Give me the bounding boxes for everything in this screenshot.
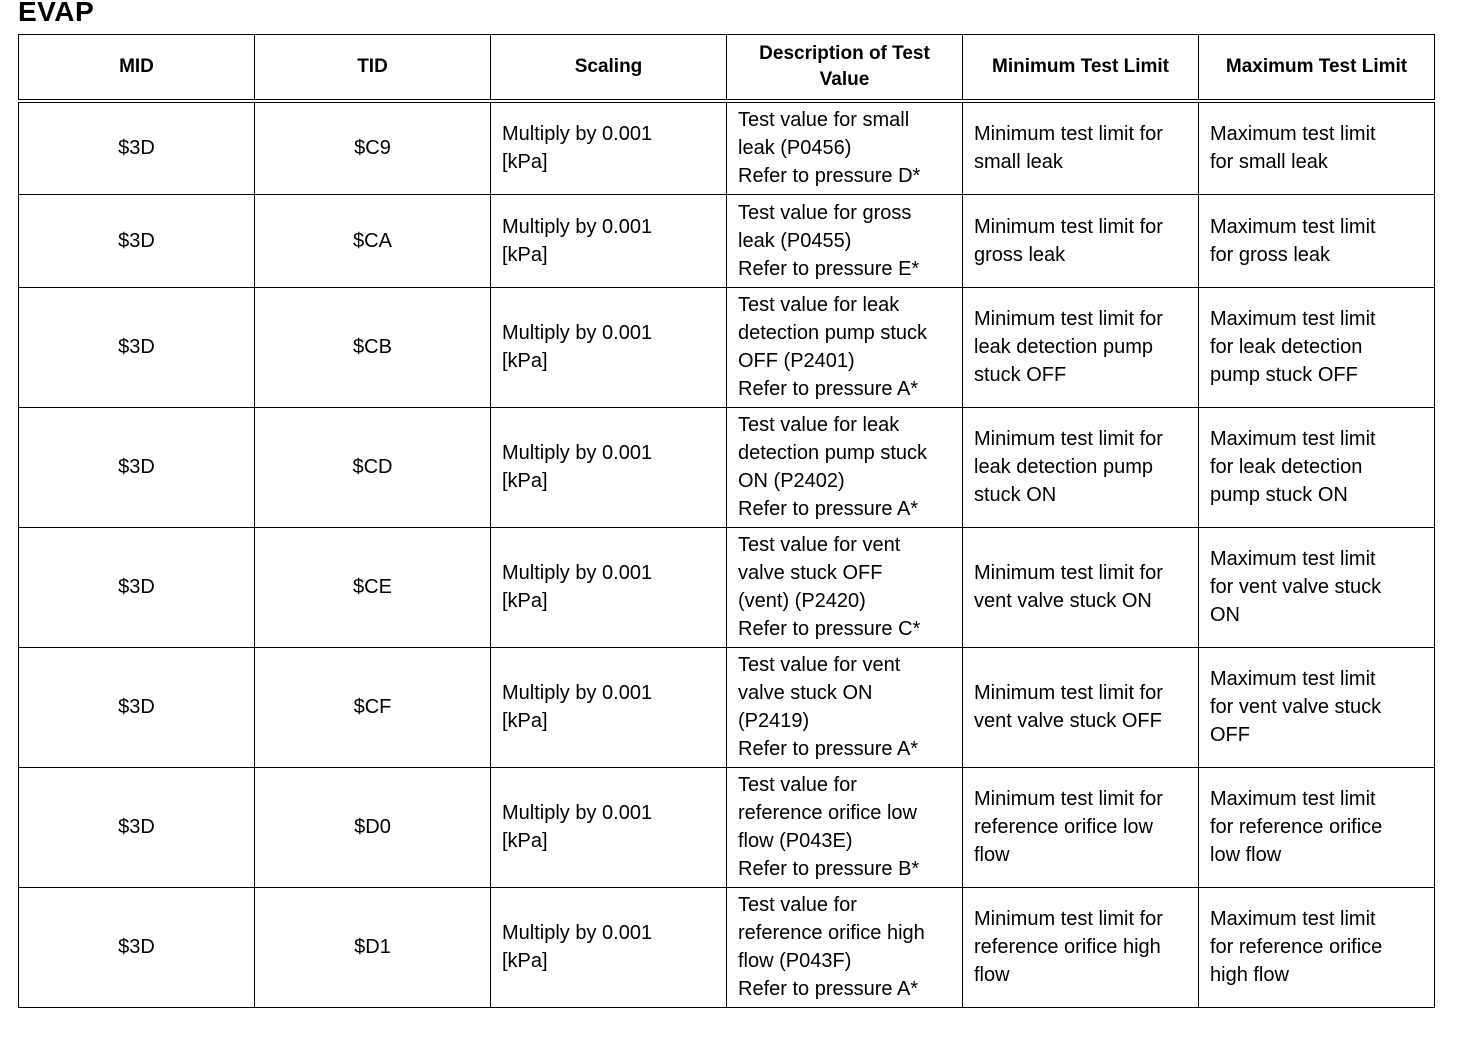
scaling-line: [kPa] [502,470,548,492]
min-limit-line: vent valve stuck OFF [974,710,1162,732]
description-cell [727,101,963,194]
min-limit-cell [963,287,1199,407]
max-limit-line: high flow [1210,964,1289,986]
max-limit-line: pump stuck ON [1210,484,1348,506]
description-line: Test value for gross [738,201,912,224]
description-line: Test value for vent [738,654,901,676]
min-limit-line: vent valve stuck ON [974,590,1152,612]
description-line: (P2419) [738,710,810,732]
min-limit-line: Minimum test limit for [974,562,1163,584]
scaling-line: Multiply by 0.001 [502,802,653,824]
description-line: reference orifice high [738,922,925,944]
max-limit-line: Maximum test limit [1210,668,1376,690]
table-row [19,887,1435,1007]
table-row [19,407,1435,527]
description-cell [727,194,963,287]
max-limit-cell [1199,407,1435,527]
max-limit-line: for small leak [1210,151,1328,174]
scaling-line: Multiply by 0.001 [502,442,653,464]
mid-cell: $3D [19,647,255,767]
min-limit-cell [963,194,1199,287]
scaling-cell [491,527,727,647]
tid-cell: $CE [255,527,491,647]
max-limit-line: ON [1210,604,1240,626]
description-line: OFF (P2401) [738,350,855,372]
description-line: Refer to pressure A* [738,978,919,1000]
description-line: Test value for leak [738,294,900,316]
min-limit-line: Minimum test limit for [974,788,1163,810]
description-line: Refer to pressure D* [738,165,921,188]
max-limit-cell [1199,767,1435,887]
max-limit-line: for reference orifice [1210,816,1383,838]
description-line: reference orifice low [738,802,917,824]
scaling-line: [kPa] [502,590,548,612]
max-limit-cell [1199,194,1435,287]
min-limit-line: stuck ON [974,484,1057,506]
description-line: valve stuck ON [738,682,873,704]
min-limit-line: stuck OFF [974,364,1067,386]
max-limit-line: for gross leak [1210,243,1331,266]
description-cell [727,647,963,767]
min-limit-cell [963,407,1199,527]
description-line: Refer to pressure C* [738,618,921,640]
description-line: leak (P0455) [738,229,852,252]
scaling-line: Multiply by 0.001 [502,215,653,238]
mid-cell: $3D [19,287,255,407]
tid-cell: $D1 [255,887,491,1007]
description-cell [727,887,963,1007]
max-limit-cell [1199,887,1435,1007]
max-limit-cell [1199,527,1435,647]
scaling-line: [kPa] [502,950,548,972]
scaling-cell [491,287,727,407]
tid-cell: $CB [255,287,491,407]
header-tid: TID [255,35,491,102]
tid-cell: $CA [255,194,491,287]
description-cell [727,527,963,647]
max-limit-line: for reference orifice [1210,936,1383,958]
scaling-line: [kPa] [502,710,548,732]
scaling-cell [491,647,727,767]
tid-cell: $C9 [255,101,491,194]
description-line: ON (P2402) [738,470,845,492]
max-limit-line: OFF [1210,724,1250,746]
max-limit-line: Maximum test limit [1210,788,1376,810]
mid-cell: $3D [19,527,255,647]
mid-cell: $3D [19,194,255,287]
table-row [19,287,1435,407]
table-row [19,194,1435,287]
max-limit-cell [1199,101,1435,194]
mid-cell: $3D [19,407,255,527]
scaling-line: Multiply by 0.001 [502,322,653,344]
description-cell [727,287,963,407]
header-max-limit: Maximum Test Limit [1199,35,1435,102]
min-limit-line: Minimum test limit for [974,428,1163,450]
page-title: EVAP [18,0,95,27]
description-line: valve stuck OFF [738,562,883,584]
mid-cell: $3D [19,101,255,194]
scaling-cell [491,767,727,887]
min-limit-line: leak detection pump [974,456,1154,478]
scaling-line: Multiply by 0.001 [502,922,653,944]
description-line: Refer to pressure A* [738,498,919,520]
max-limit-line: Maximum test limit [1210,215,1376,238]
table-row [19,101,1435,194]
tid-cell: $CF [255,647,491,767]
description-line: detection pump stuck [738,322,927,344]
tid-cell: $D0 [255,767,491,887]
max-limit-line: for vent valve stuck [1210,696,1382,718]
description-line: detection pump stuck [738,442,927,464]
min-limit-cell [963,527,1199,647]
description-line: flow (P043E) [738,830,853,852]
scaling-line: Multiply by 0.001 [502,123,653,146]
min-limit-line: Minimum test limit for [974,123,1163,146]
min-limit-line: Minimum test limit for [974,308,1163,330]
min-limit-cell [963,887,1199,1007]
max-limit-line: for leak detection [1210,456,1363,478]
description-line: Refer to pressure B* [738,858,920,880]
scaling-line: [kPa] [502,830,548,852]
min-limit-cell [963,767,1199,887]
scaling-line: Multiply by 0.001 [502,682,653,704]
description-line: Refer to pressure A* [738,378,919,400]
max-limit-line: Maximum test limit [1210,908,1376,930]
header-mid: MID [19,35,255,102]
max-limit-line: low flow [1210,844,1282,866]
max-limit-line: Maximum test limit [1210,123,1376,146]
min-limit-line: Minimum test limit for [974,682,1163,704]
max-limit-line: for leak detection [1210,336,1363,358]
header-min-limit: Minimum Test Limit [963,35,1199,102]
min-limit-line: flow [974,844,1010,866]
description-line: Test value for small [738,109,910,132]
min-limit-cell [963,101,1199,194]
table-row [19,767,1435,887]
scaling-line: [kPa] [502,350,548,372]
description-line: Test value for leak [738,414,900,436]
evap-table [18,34,1435,1008]
min-limit-line: Minimum test limit for [974,908,1163,930]
max-limit-line: Maximum test limit [1210,428,1376,450]
description-line: Test value for vent [738,534,901,556]
description-line: Test value for [738,774,857,796]
mid-cell: $3D [19,887,255,1007]
table-row [19,647,1435,767]
scaling-cell [491,101,727,194]
max-limit-line: Maximum test limit [1210,308,1376,330]
max-limit-line: Maximum test limit [1210,548,1376,570]
min-limit-line: reference orifice low [974,816,1153,838]
max-limit-cell [1199,647,1435,767]
scaling-cell [491,194,727,287]
scaling-line: Multiply by 0.001 [502,562,653,584]
max-limit-cell [1199,287,1435,407]
min-limit-cell [963,647,1199,767]
tid-cell: $CD [255,407,491,527]
description-line: Refer to pressure A* [738,738,919,760]
description-line: flow (P043F) [738,950,852,972]
description-line: leak (P0456) [738,137,852,160]
description-cell [727,767,963,887]
mid-cell: $3D [19,767,255,887]
min-limit-line: Minimum test limit for [974,215,1163,238]
scaling-line: [kPa] [502,151,548,174]
description-cell [727,407,963,527]
scaling-cell [491,407,727,527]
min-limit-line: gross leak [974,243,1066,266]
min-limit-line: reference orifice high [974,936,1161,958]
max-limit-line: pump stuck OFF [1210,364,1358,386]
table-row [19,527,1435,647]
description-line: Test value for [738,894,857,916]
scaling-cell [491,887,727,1007]
header-description: Description of Test Value [727,35,963,102]
max-limit-line: for vent valve stuck [1210,576,1382,598]
description-line: Refer to pressure E* [738,257,920,280]
scaling-line: [kPa] [502,243,548,266]
description-line: (vent) (P2420) [738,590,866,612]
header-scaling: Scaling [491,35,727,102]
min-limit-line: flow [974,964,1010,986]
min-limit-line: small leak [974,151,1063,174]
min-limit-line: leak detection pump [974,336,1154,358]
header-row [19,35,1435,102]
